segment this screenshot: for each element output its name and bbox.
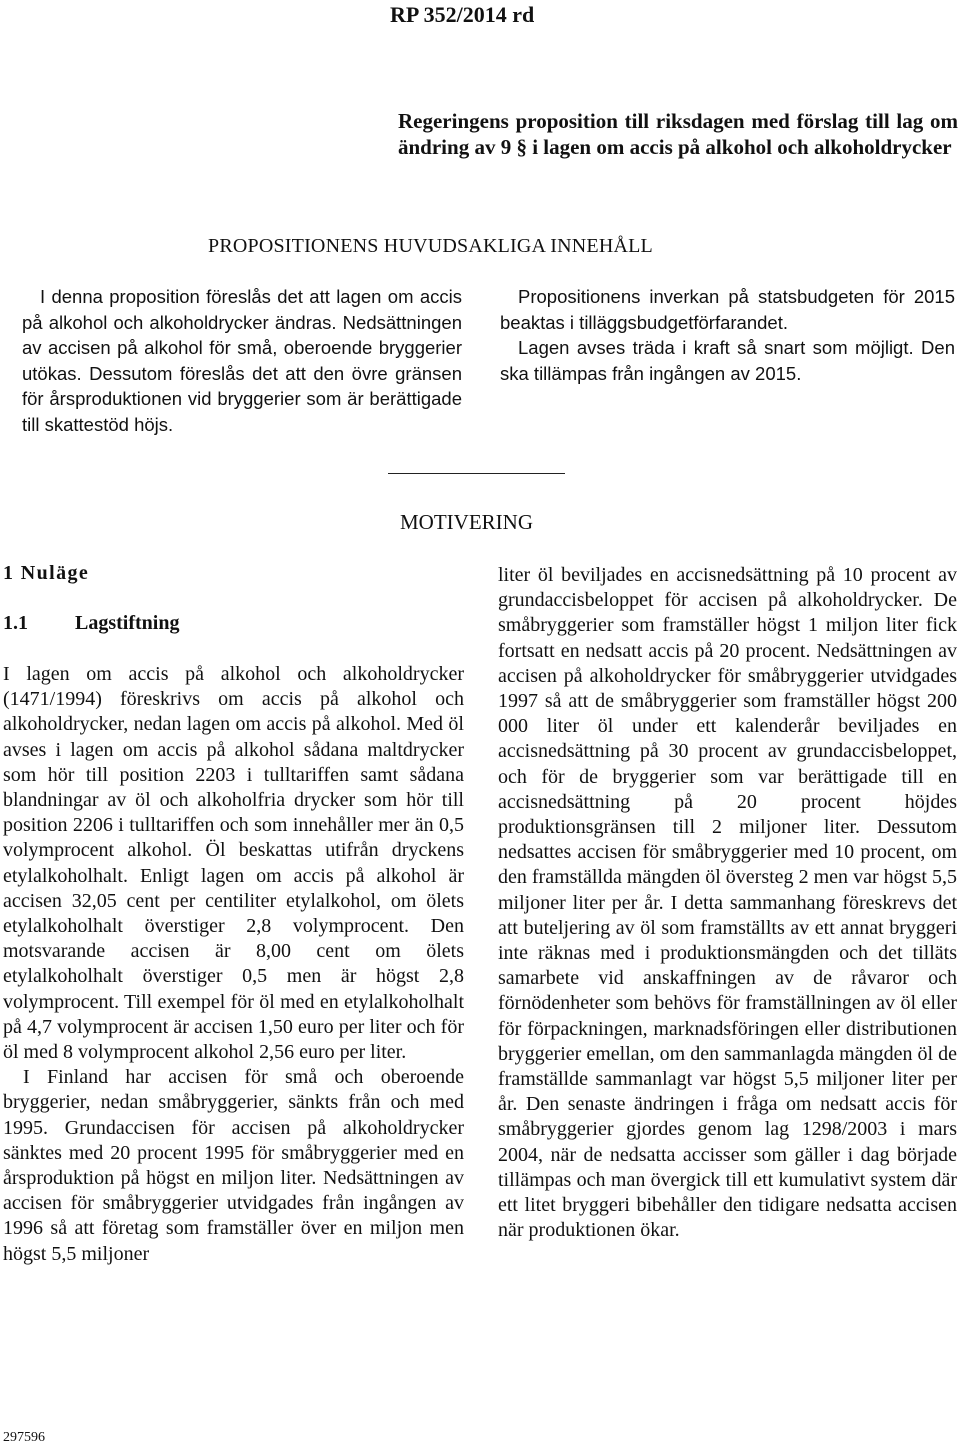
section-title: Lagstiftning bbox=[75, 612, 180, 634]
body-paragraph: I lagen om accis på alkohol och alkoholdrycker (1471/1994) föreskrivs om accis på alkohol och alkoholdrycker, nedan lagen om accis på alkohol. Med öl avses i lagen om accis på alkohol sådana maltdrycker som hör till position 2203 i tulltariffen samt sådana blandningar av öl och alkoholfria drycker som hör till position 2206 i tulltariffen och som innehåller mer än 0,5 volymprocent alkohol. Öl beskattas utifrån dryckens etylalkoholhalt. Enligt lagen om accis på alkohol är accisen 32,05 cent per centiliter etylalkohol, om ölets etylalkoholhalt överstiger 2,8 volymprocent. Den motsvarande accisen är 8,00 cent om ölets etylalkoholhalt överstiger 0,5 men är högst 2,8 volymprocent. Till exempel för öl med en etylalkoholhalt på 4,7 volymprocent är accisen 1,50 euro per liter och för öl med 8 volymprocent alkohol 2,56 euro per liter. bbox=[3, 663, 464, 1064]
summary-left-column bbox=[22, 284, 462, 437]
summary-paragraph: Lagen avses träda i kraft så snart som möjligt. Den ska tillämpas från ingången av 2015. bbox=[500, 337, 955, 384]
document-title: Regeringens proposition till riksdagen med förslag till lag om ändring av 9 § i lagen om accis på alkohol och alkoholdrycker bbox=[398, 109, 958, 159]
page-code: 297596 bbox=[3, 1430, 45, 1445]
section-separator bbox=[388, 473, 565, 474]
section-1-heading: 1 Nuläge bbox=[3, 562, 90, 584]
section-number: 1.1 bbox=[3, 612, 28, 634]
body-right-column bbox=[498, 563, 957, 1243]
body-paragraph: liter öl beviljades en accisnedsättning på 10 procent av grundaccisbeloppet för accisen på alkoholdrycker. De småbryggerier som framställer högst 1 miljon liter fick fortsatt en nedsatt accis på 20 procent. Nedsättningen av accisen på alkoholdrycker för småbryggerier utvidgades 1997 så att de småbryggerier som framställer högst 200 000 liter öl under ett kalenderår beviljades en accisnedsättning på 30 procent av grundaccisbeloppet, och för de bryggerier som var berättigade till en accisnedsättning på 20 procent höjdes produktionsgränsen till 2 miljoner liter. Dessutom nedsattes accisen för småbryggerier med 10 procent, om den framställda mängden öl översteg 2 men var högst 5,5 miljoner liter per år. I detta sammanhang föreskrevs det att buteljering av öl som framställts av ett annat bryggeri inte räknas med i produktionsmängden och det tilläts samarbete vid anskaffningen av de råvaror och förnödenheter som behövs för framställningen av öl eller för förpackningen, marknadsföringen eller distributionen bryggerier emellan, om den sammanlagda mängden öl de framställde sammanlagt var högst 5,5 miljoner liter per år. Den senaste ändringen i fråga om nedsatt accis för småbryggerier gjordes genom lag 1298/2003 i mars 2004, när de nedsatta accisser som gäller i dag började tillämpas och man övergick till ett kumulativt system där ett litet bryggeri bibehåller den tidigare nedsatta accisen när produktionen ökar. bbox=[498, 564, 957, 1242]
document-reference: RP 352/2014 rd bbox=[390, 2, 535, 27]
section-1-1-heading bbox=[3, 612, 179, 635]
body-left-column bbox=[3, 662, 464, 1267]
motivation-heading: MOTIVERING bbox=[400, 510, 533, 534]
summary-right-column bbox=[500, 284, 955, 386]
body-paragraph: I Finland har accisen för små och oberoende bryggerier, nedan småbryggerier, sänkts från och med 1995. Grundaccisen för accisen på alkoholdrycker sänktes med 20 procent 1995 för småbryggerier med en årsproduktion på högst en miljon liter. Nedsättningen av accisen för småbryggerier utvidgades från ingången av 1996 så att företag som framställer över en miljon men högst 5,5 miljoner bbox=[3, 1066, 464, 1265]
summary-paragraph: Propositionens inverkan på statsbudgeten för 2015 beaktas i tilläggsbudgetförfarandet. bbox=[500, 286, 955, 333]
summary-heading: PROPOSITIONENS HUVUDSAKLIGA INNEHÅLL bbox=[208, 235, 653, 257]
summary-paragraph: I denna proposition föreslås det att lagen om accis på alkohol och alkoholdrycker ändras. Nedsättningen av accisen på alkohol för små, oberoende bryggerier utökas. Dessutom föreslås det att den övre gränsen för årsproduktionen vid bryggerier som är berättigade till skattestöd höjs. bbox=[22, 286, 462, 435]
